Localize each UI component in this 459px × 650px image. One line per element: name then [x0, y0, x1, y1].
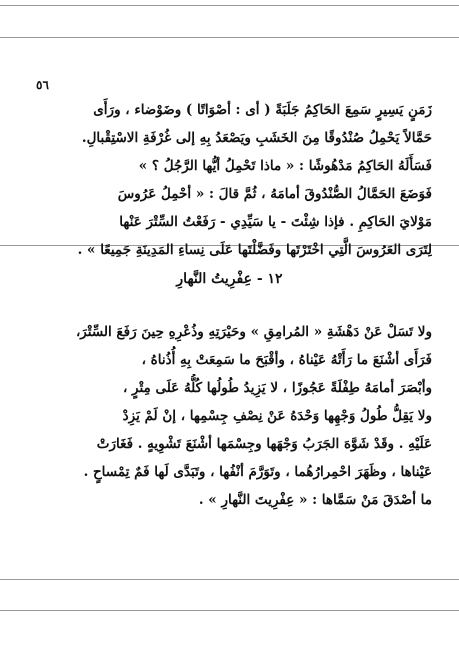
section-two-paragraph — [30, 318, 432, 514]
section-one-paragraph — [30, 96, 432, 264]
text-line: مَوْلايَ الحَاكِمِ . فإذا شِئْتَ - يا سَيِّدِي - رَفَعْتُ السِّتْرَ عَنْها — [119, 214, 432, 230]
text-line: فَرَأَى أشْنَعَ ما رَأَتْهُ عَيْناهُ ، وأقْبَحَ ما سَمِعَتْ بِهِ أُذُناهُ ، — [141, 352, 432, 368]
text-line: ما أصْدَقَ مَنْ سَمَّاها : « عِفْرِيتَ النَّهارِ » . — [198, 492, 432, 508]
text-line: ولا تَسَلْ عَنْ دَهْشَةِ « المُرامِقِ » وحَيْرَتِهِ وذُعْرِهِ حِينَ رَفَعَ السِّتْرَ، — [75, 324, 432, 340]
text-line: حَمَّالاً يَحْمِلُ صُنْدُوقًا مِنَ الخَشَبِ ويَصْعَدُ بِهِ إلى غُرْفَةِ الاسْتِقْبالِ. — [81, 130, 432, 146]
chapter-heading: ١٢ - عِفْرِيتُ النَّهارِ — [176, 271, 283, 287]
text-line: ولا يَقِلُّ طُولُ وَجْهِها وَحْدَهُ عَنْ نِصْفِ جِسْمِها ، إنْ لَمْ يَزِدْ — [122, 408, 432, 424]
text-line: فَسَأَلَهُ الحَاكِمُ مَدْهُوشًا : « ماذا تَحْمِلُ أيُّها الرَّجُلُ ؟ » — [138, 158, 432, 174]
text-line: لِتَرَى العَرُوسَ الَّتِي اخْتَرْتَها وفَضَّلْتَها عَلَى نِساءِ المَدِينَةِ جَمِيعًا » . — [77, 242, 432, 258]
text-line: فَوَضَعَ الحَمَّالُ الصُّنْدُوقَ أمامَهُ ، ثُمَّ قالَ : « أحْمِلُ عَرُوسَ — [117, 186, 432, 202]
text-line: زَمَنٍ يَسِيرٍ سَمِعَ الحَاكِمُ جَلَبَةً ( أى : أصْوَاتًا ) وضَوْضاء ، ورَأَى — [93, 102, 432, 118]
lower-rule — [0, 579, 459, 580]
text-line: عَلَيْهِ . وقَدْ شَوَّهَ الجَرَبُ وَجْهَها وجِسْمَها أشْنَعَ تَشْوِيهٍ . فَغَارَتْ — [96, 436, 432, 452]
text-line: وأبْصَرَ أمامَهُ طِفْلَةً عَجُوزًا ، لا يَزِيدُ طُولُها كُلُّهُ عَلَى مِتْرٍ ، — [122, 380, 432, 396]
page-number: ٥٦ — [36, 78, 49, 92]
bottom-rule — [0, 610, 459, 611]
text-line: عَيْناها ، وظَهَرَ احْمِرارُهُما ، وتَوَرَّمَ أنْفُها ، وتَبَدَّى لَها فَمٌ تِمْساحٍ . — [83, 464, 432, 480]
top-rule-inner — [0, 37, 459, 38]
top-rule — [0, 5, 459, 6]
